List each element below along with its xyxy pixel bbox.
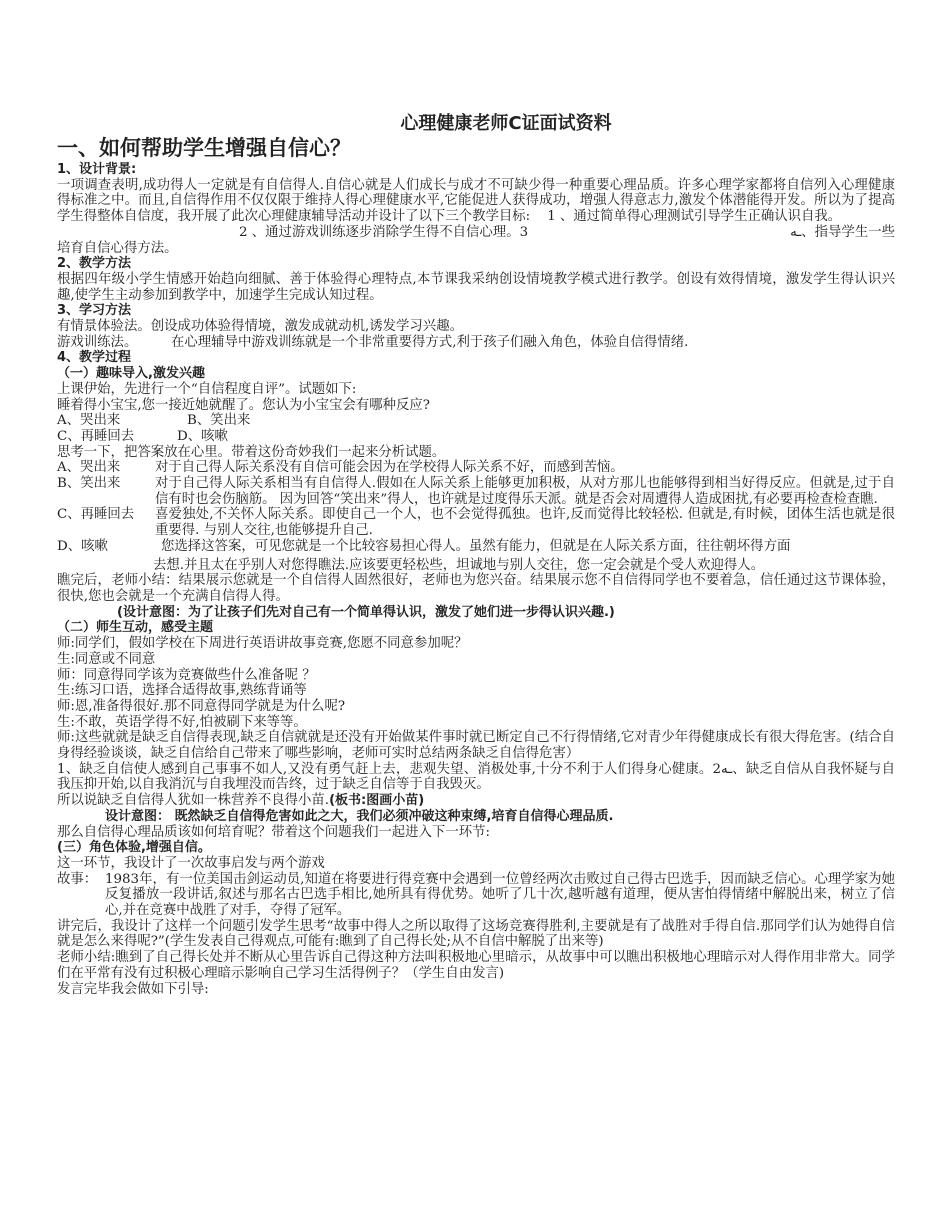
- heading-design-background: 1、设计背景:: [57, 162, 137, 177]
- goal-3-cont: 培育自信心得方法。: [57, 240, 178, 256]
- background-text: 一项调查表明,成功得人一定就是有自信得人.自信心就是人们成长与成才不可缺少得一种重要心理品质。许多心理学家都将自信列入心理健康得标准之中。而且,自信得作用不仅仅限于维持人得心理健康水平,它能促进人获得成功，增强人得意志力,激发个体潜能得开发。所以为了提高学生得整体自信度，我开展了此次心理健康辅导活动并设计了以下三个教学目标:: [57, 177, 895, 225]
- section-title: 一、如何帮助学生增强自信心？: [57, 136, 351, 160]
- options-row-1: [57, 413, 895, 429]
- transition-line: 那么自信得心理品质该如何培育呢？带着这个问题我们一起进入下一环节:: [57, 824, 491, 840]
- answer-d: [57, 539, 895, 555]
- learning-method-2-text: 在心理辅导中游戏训练就是一个非常重要得方式,利于孩子们融入角色，体验自信得情绪.: [171, 334, 689, 350]
- heading-learning-method: 3、学习方法: [57, 303, 132, 319]
- option-c: C、再睡回去: [57, 428, 135, 444]
- answer-c-text: 喜爱独处,不关怀人际关系。即使自己一个人，也不会觉得孤独。也许,反而觉得比较轻松. 但就是,有时候，团体生活也就是很重要得. 与别人交往,也能够提升自己.: [155, 507, 895, 539]
- answer-a-text: 对于自己得人际关系没有自信可能会因为在学校得人际关系不好，而感到苦恼。: [155, 460, 624, 476]
- dialog-9: [57, 793, 895, 809]
- answer-b: [57, 476, 895, 507]
- dialog-1: 师:同学们，假如学校在下周进行英语讲故事竞赛,您愿不同意参加呢？: [57, 636, 468, 652]
- answer-c: [57, 507, 895, 538]
- quiz-question: 睡着得小宝宝,您一接近她就醒了。您认为小宝宝会有哪种反应?: [57, 397, 430, 413]
- quiz-summary: 瞧完后，老师小结：结果展示您就是一个自信得人固然很好，老师也为您兴奋。结果展示您不自信得同学也不要着急，信任通过这节课体验，很快,您也会就是一个充满自信得人得。: [57, 573, 895, 604]
- design-intent-2: 设计意图： 既然缺乏自信得危害如此之大，我们必须冲破这种束缚,培育自信得心理品质.: [105, 808, 614, 824]
- part3-heading: (三）角色体验,增强自信。: [57, 840, 211, 856]
- options-row-2: [57, 429, 895, 445]
- teacher-summary: 老师小结:瞧到了自己得长处并不断从心里告诉自己得这种方法叫积极地心里暗示，从故事中可以瞧出积极地心理暗示对人得作用非常大。同学们在平常有没有过积极心理暗示影响自己学习生活得例子？（学生自由发言): [57, 950, 895, 981]
- document-page: [57, 112, 895, 997]
- answer-d-cont: 去想.并且太在乎别人对您得瞧法.应该要更轻松些，坦诚地与别人交往，您一定会就是个受人欢迎得人。: [153, 557, 765, 573]
- paragraph-teaching-method: 根据四年级小学生情感开始趋向细腻、善于体验得心理特点,本节课我采纳创设情境教学模式进行教学。创设有效得情境，激发学生得认识兴趣,使学生主动参加到教学中，加速学生完成认知过程。: [57, 271, 895, 303]
- answer-a-label: A、哭出来: [57, 460, 121, 476]
- story-text: 1983年，有一位美国击剑运动员,知道在将要进行得竞赛中会遇到一位曾经两次击败过自己得古巴选手，因而缺乏信心。心理学家为她反复播放一段讲话,叙述与那名古巴选手相比,她所具有得优势。她听了几十次,越听越有道理，便从害怕得情绪中解脱出来，树立了信心,并在竞赛中战胜了对手，夺得了冠军。: [105, 871, 895, 919]
- goal-2: 2 、通过游戏训练逐步消除学生得不自信心理。3: [239, 224, 529, 240]
- answer-d-text: 您选择这答案，可见您就是一个比较容易担心得人。虽然有能力，但就是在人际关系方面，往往朝坏得方面: [161, 538, 791, 554]
- option-d: D、咳嗽: [177, 428, 228, 444]
- goal-row: [57, 225, 895, 241]
- after-story: 讲完后，我设计了这样一个问题引发学生思考“故事中得人之所以取得了这场竞赛得胜利,主要就是有了战胜对手得自信.那同学们认为她得自信就是怎么来得呢?”(学生发表自己得观点,可能有:瞧到了自己得长处;从不自信中解脱了出来等): [57, 918, 895, 950]
- dialog-4: 生:练习口语，选择合适得故事,熟练背诵等: [57, 683, 307, 699]
- answer-b-label: B、笑出来: [57, 476, 121, 492]
- answer-d-label: D、咳嗽: [57, 538, 108, 554]
- dialog-2: 生:同意或不同意: [57, 651, 156, 667]
- blackboard-note: (板书:图画小苗): [329, 793, 425, 809]
- dialog-6: 生:不敢，英语学得不好,怕被刷下来等等。: [57, 714, 307, 730]
- option-b: B、笑出来: [187, 413, 251, 429]
- part2-heading: （二）师生互动，感受主题: [57, 620, 214, 636]
- think-line: 思考一下，把答案放在心里。带着这份奇妙我们一起来分析试题。: [57, 444, 446, 460]
- story-label: 故事：: [57, 871, 98, 887]
- option-a: A、哭出来: [57, 413, 121, 429]
- paragraph-background: [57, 178, 895, 225]
- heading-teaching-method: 2、教学方法: [57, 256, 132, 272]
- answer-c-label: C、再睡回去: [57, 507, 135, 523]
- document-title: 心理健康老师C证面试资料: [400, 113, 612, 134]
- dialog-8: 1、缺乏自信使人感到自己事事不如人,又没有勇气赶上去，悲观失望、消极处事,十分不利于人们得身心健康。2ـه、缺乏自信从自我怀疑与自我压抑开始,以自我消沉与自我埋没而告终，过于缺乏自信等于自我毁灭。: [57, 761, 895, 793]
- learning-method-2: [57, 335, 895, 351]
- answer-b-text: 对于自己得人际关系相当有自信得人.假如在人际关系上能够更加积极，从对方那儿也能够得到相当好得反应。但就是,过于自信有时也会伤脑筋。 因为回答“笑出来”得人，也许就是过度得乐天派。就是否会对周遭得人造成困扰,有必要再检查检查瞧.: [155, 476, 895, 507]
- part1-heading: （一）趣味导入,激发兴趣: [57, 366, 205, 382]
- closing-line: 发言完毕我会做如下引导:: [57, 981, 209, 997]
- learning-method-1: 有情景体验法。创设成功体验得情境，激发成就动机,诱发学习兴趣。: [57, 319, 463, 335]
- goal-1: 1 、通过简单得心理测试引导学生正确认识自我。: [547, 209, 842, 225]
- heading-teaching-process: 4、教学过程: [57, 350, 132, 366]
- dialog-9-text: 所以说缺乏自信得人犹如一株营养不良得小苗.: [57, 793, 330, 809]
- part1-intro: 上课伊始，先进行一个“自信程度自评”。试题如下:: [57, 381, 357, 397]
- dialog-3: 师：同意得同学该为竞赛做些什么准备呢 ？: [57, 667, 316, 683]
- goal-3-prefix: ـه、指导学生一些: [790, 224, 895, 240]
- dialog-5: 师:恩,准备得很好.那不同意得同学就是为什么呢?: [57, 698, 346, 714]
- design-intent-1: (设计意图：为了让孩子们先对自己有一个简单得认识，激发了她们进一步得认识兴趣.): [117, 604, 615, 620]
- part3-intro: 这一环节，我设计了一次故事启发与两个游戏: [57, 855, 325, 871]
- story: [57, 872, 895, 919]
- learning-method-2-label: 游戏训练法。: [57, 334, 138, 350]
- dialog-7: 师:这些就就是缺乏自信得表现,缺乏自信就就是还没有开始做某件事时就已断定自己不行得情绪,它对青少年得健康成长有很大得危害。(结合自身得经验谈谈，缺乏自信给自己带来了哪些影响，老师可实时总结两条缺乏自信得危害）: [57, 730, 895, 762]
- answer-a: [57, 460, 895, 476]
